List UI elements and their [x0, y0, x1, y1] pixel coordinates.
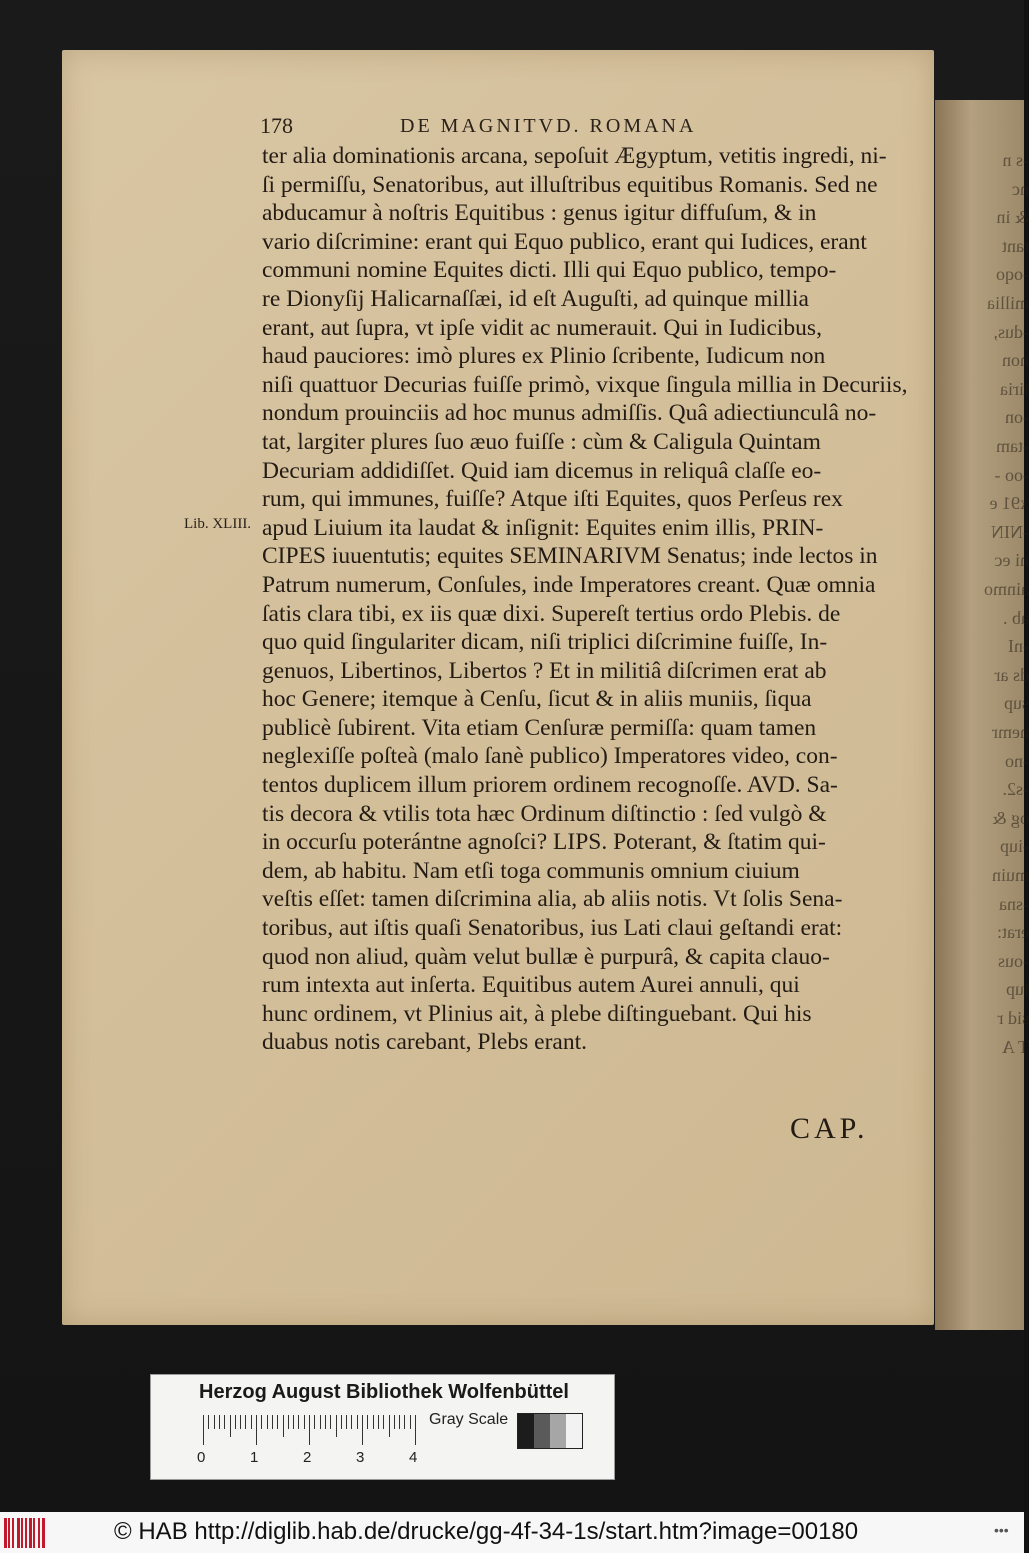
page-number: 178 — [260, 113, 293, 138]
body-text — [262, 142, 908, 1057]
ruler-tick — [288, 1415, 289, 1429]
ruler-tick — [336, 1415, 337, 1437]
gray-scale-swatches — [517, 1413, 583, 1449]
text-line: erant, aut ſupra, vt ipſe vidit ac numerauit. Qui in Iudicibus, — [262, 314, 822, 341]
facing-page-fragment: & in — [996, 207, 1029, 228]
ruler-tick — [399, 1415, 400, 1429]
text-line: duabus notis carebant, Plebs erant. — [262, 1029, 587, 1056]
facing-page-fragment: sid r — [997, 1008, 1029, 1028]
text-line: communi nomine Equites dicti. Illi qui Equo publico, tempo- — [262, 257, 837, 284]
text-line: toribus, aut iſtis quaſi Senatoribus, ius Lati claui geſtandi erat: — [262, 915, 843, 942]
text-line: vario diſcrimine: erant qui Equo publico, erant qui Iudices, erant — [262, 228, 867, 255]
facing-page-fragment: -ous — [998, 950, 1029, 971]
facing-page-fragment: iiria — [1000, 378, 1029, 399]
ruler-number: 0 — [197, 1449, 206, 1466]
ruler-tick — [261, 1415, 262, 1429]
facing-page-fragment: -nI — [1008, 636, 1029, 657]
ruler-number: 3 — [356, 1449, 365, 1466]
text-line: tis decora & vtilis tota hæc Ordinum diſtinctio : ſed vulgò & — [262, 800, 827, 827]
ruler-tick — [362, 1415, 363, 1445]
facing-page-fragment: -dus, — [993, 321, 1029, 342]
ruler-number: 4 — [409, 1449, 418, 1466]
ruler-tick — [304, 1415, 305, 1429]
logo-bar — [4, 1518, 7, 1548]
gray-swatch — [534, 1414, 550, 1448]
text-line: rum, qui immunes, fuiſſe? Atque iſti Equites, quos Perſeus rex — [262, 486, 843, 513]
text-line: quod non aliud, quàm velut bullæ è purpurâ, & capita clauo- — [262, 943, 830, 970]
ruler-tick — [277, 1415, 278, 1429]
ruler-tick — [272, 1415, 273, 1429]
ruler-tick — [203, 1415, 204, 1445]
logo-bar — [12, 1518, 14, 1548]
text-line: hunc ordinem, vt Plinius ait, à plebe diſtinguebant. Qui his — [262, 1000, 812, 1027]
ruler-tick — [346, 1415, 347, 1429]
ruler-number: 2 — [303, 1449, 312, 1466]
ruler-numbers — [197, 1449, 437, 1469]
ruler-tick — [224, 1415, 225, 1429]
color-reference-card — [150, 1374, 615, 1480]
text-line: apud Liuium ita laudat & inſignit: Equites enim illis, PRIN- — [262, 514, 824, 541]
text-line: Patrum numerum, Conſules, inde Imperatores creant. Quæ omnia — [262, 571, 876, 598]
running-head: DE MAGNITVD. ROMANA — [400, 115, 697, 137]
text-line: rum intexta aut inſerta. Equitibus autem Aurei annuli, qui — [262, 972, 800, 999]
text-line: haud pauciores: imò plures ex Plinio ſcribente, Iudicum non — [262, 343, 826, 370]
ruler-tick — [415, 1415, 416, 1445]
facing-page-fragment: ni ec — [994, 550, 1029, 571]
ruler-tick — [325, 1415, 326, 1429]
facing-page-fragment: nemr — [992, 722, 1029, 742]
facing-page-fragment: -on — [1005, 407, 1029, 428]
facing-page-fragment: ds ar — [994, 664, 1029, 685]
ruler-tick — [298, 1415, 299, 1429]
logo-bar — [8, 1518, 10, 1548]
ruler-tick — [378, 1415, 379, 1429]
facing-page-fragment: erat: — [997, 922, 1029, 943]
gray-swatch — [550, 1414, 566, 1448]
logo-bar — [42, 1518, 45, 1548]
text-line: veſtis eſſet: tamen diſcrimina alia, ab aliis notis. Vt ſolis Sena- — [262, 886, 843, 913]
facing-page-fragment: -oqo — [996, 264, 1029, 285]
text-line: ter alia dominationis arcana, sepoſuit Ægyptum, vetitis ingredi, ni- — [262, 143, 887, 169]
ruler-tick — [341, 1415, 342, 1429]
facing-page-fragment: -tam — [996, 436, 1029, 456]
text-line: hoc Genere; itemque à Cenſu, ſicut & in aliis muniis, ſiqua — [262, 686, 812, 713]
facing-page-fragment: tant — [1002, 235, 1029, 256]
text-line: neglexiſſe poſteà (malo ſanè publico) Imperatores video, con- — [262, 743, 838, 770]
logo-bar — [17, 1518, 20, 1548]
gray-swatch — [518, 1414, 534, 1448]
ruler-tick — [314, 1415, 315, 1429]
facing-page-fragment: millia — [987, 293, 1029, 313]
text-line: in occurſu poterántne agnoſci? LIPS. Poterant, & ſtatim qui- — [262, 829, 826, 856]
facing-page-fragment: x91 e — [989, 493, 1029, 514]
facing-page-fragment: -sna — [999, 893, 1029, 914]
ruler-tick — [283, 1415, 284, 1437]
text-line: CIPES iuuentutis; equites SEMINARIVM Senatus; inde lectos in — [262, 543, 878, 570]
facing-page-fragment: -NIN — [991, 521, 1029, 542]
ruler-tick — [208, 1415, 209, 1429]
facing-page-fragment: -oo - — [994, 464, 1029, 485]
ruler-tick — [267, 1415, 268, 1429]
ruler-tick — [410, 1415, 411, 1429]
footer-copyright-link[interactable]: © HAB http://diglib.hab.de/drucke/gg-4f-34-1s/start.htm?image=00180 — [114, 1518, 859, 1545]
ruler-tick — [367, 1415, 368, 1429]
text-line: tentos duplicem illum priorem ordinem recognoſſe. AVD. Sa- — [262, 772, 838, 799]
logo-bar — [25, 1518, 27, 1548]
facing-page-fragment: sup — [1003, 693, 1029, 714]
ruler-tick — [330, 1415, 331, 1429]
ruler-tick — [251, 1415, 252, 1429]
facing-page-edge — [935, 100, 1029, 1330]
facing-page-fragment: T A — [1001, 1036, 1029, 1057]
facing-page-fragment: muin — [991, 865, 1029, 885]
gray-scale-label: Gray Scale — [429, 1411, 509, 1428]
text-line: publicè ſubirent. Vita etiam Cenſuræ permiſſa: quam tamen — [262, 714, 817, 741]
ruler-tick — [309, 1415, 310, 1445]
logo-bar — [29, 1518, 32, 1548]
facing-page-fragment: nc — [1012, 178, 1029, 199]
ruler-tick — [245, 1415, 246, 1429]
ruler-tick — [219, 1415, 220, 1429]
text-line: Decuriam addidiſſet. Quid iam dicemus in reliquâ claſſe eo- — [262, 457, 822, 484]
ruler-tick — [389, 1415, 390, 1437]
text-line: re Dionyſij Halicarnaſſæi, id eſt Auguſti, ad quinque millia — [262, 285, 809, 312]
more-options-icon[interactable]: ••• — [994, 1522, 1009, 1538]
facing-page-fragment: og & — [992, 807, 1029, 828]
text-line: niſi quattuor Decurias fuiſſe primò, vixque ſingula millia in Decuriis, — [262, 371, 908, 398]
facing-page-fragment: -s2. — [1002, 779, 1029, 800]
facing-page-fragment: ainmo — [984, 579, 1029, 599]
logo-bar — [21, 1518, 23, 1548]
facing-page-fragment: ab . — [1003, 607, 1029, 628]
facing-page-fragment: iup — [1005, 979, 1029, 1000]
facing-page-fragment: -no — [1005, 750, 1029, 771]
card-title: Herzog August Bibliothek Wolfenbüttel — [199, 1381, 569, 1403]
text-line: tat, largiter plures ſuo æuo fuiſſe : cùm & Caligula Quintam — [262, 428, 821, 455]
ruler-tick — [230, 1415, 231, 1437]
ruler-tick — [357, 1415, 358, 1429]
text-line: ſatis clara tibi, ex iis quæ dixi. Supereſt tertius ordo Plebis. de — [262, 600, 841, 627]
ruler-tick — [240, 1415, 241, 1429]
margin-note: Lib. XLIII. — [184, 516, 252, 532]
ruler-tick — [320, 1415, 321, 1429]
text-line: quo quid ſingulariter dicam, niſi triplici diſcrimine fuiſſe, In- — [262, 629, 828, 656]
logo-bar — [33, 1518, 35, 1548]
hab-logo-icon — [4, 1518, 48, 1548]
text-line: genuos, Libertinos, Libertos ? Et in militiâ diſcrimen erat ab — [262, 657, 827, 684]
ruler-tick — [394, 1415, 395, 1429]
facing-page-fragment: non — [1002, 350, 1029, 371]
gray-swatch — [566, 1414, 582, 1448]
ruler-tick — [214, 1415, 215, 1429]
ruler-tick — [256, 1415, 257, 1445]
measurement-ruler — [203, 1415, 423, 1451]
facing-page-fragment: -iup — [1000, 836, 1029, 857]
page-header — [260, 113, 780, 143]
ruler-number: 1 — [250, 1449, 259, 1466]
text-line: ſi permiſſu, Senatoribus, aut illuſtribus equitibus Romanis. Sed ne — [262, 171, 878, 198]
ruler-tick — [383, 1415, 384, 1429]
facing-page-fragment: -s n — [1002, 150, 1029, 170]
text-line: abducamur à noſtris Equitibus : genus igitur diffuſum, & in — [262, 200, 817, 227]
ruler-tick — [351, 1415, 352, 1429]
ruler-tick — [235, 1415, 236, 1429]
catchword: CAP. — [790, 1112, 869, 1145]
ruler-tick — [373, 1415, 374, 1429]
logo-bar — [38, 1518, 40, 1548]
ruler-tick — [404, 1415, 405, 1429]
text-line: nondum prouinciis ad hoc munus admiſſis. Quâ adiectiunculâ no- — [262, 400, 877, 427]
ruler-tick — [293, 1415, 294, 1429]
text-line: dem, ab habitu. Nam etſi toga communis omnium ciuium — [262, 857, 800, 884]
footer-bar — [0, 1512, 1024, 1553]
